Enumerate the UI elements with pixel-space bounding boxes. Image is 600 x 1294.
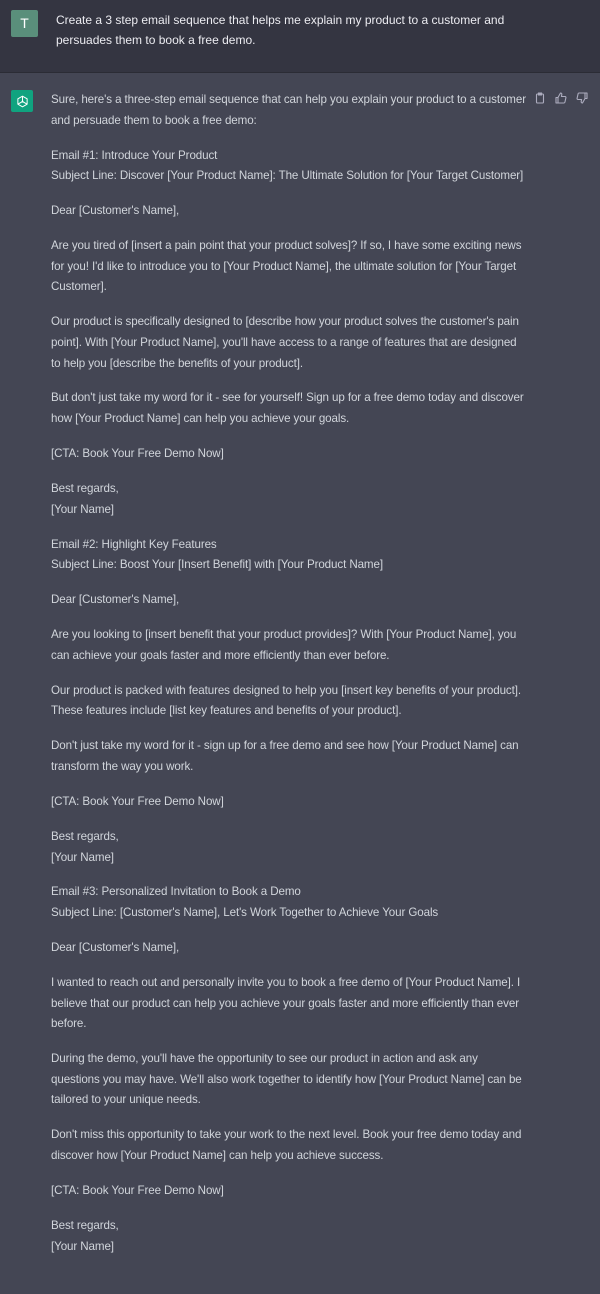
response-line: During the demo, you'll have the opportunity to see our product in action and ask any questions you may have. We'll also work together to identify how [Your Product Name] can be tailored to your unique needs. <box>51 1052 522 1107</box>
response-paragraph <box>51 1181 529 1202</box>
user-avatar: T <box>11 10 38 37</box>
response-paragraph <box>51 479 529 520</box>
response-paragraph <box>51 388 529 429</box>
response-line: Best regards, <box>51 1218 119 1232</box>
response-line: [Your Name] <box>51 502 114 516</box>
response-paragraph <box>51 882 529 923</box>
response-paragraph <box>51 236 529 298</box>
thumbs-up-icon[interactable] <box>555 91 567 103</box>
response-line: [CTA: Book Your Free Demo Now] <box>51 447 224 461</box>
response-paragraph <box>51 312 529 374</box>
response-line: Best regards, <box>51 829 119 843</box>
response-paragraph <box>51 201 529 222</box>
response-paragraph <box>51 444 529 465</box>
response-line: Are you tired of [insert a pain point that your product solves]? If so, I have some exciting news for you! I'd like to introduce you to [Your Product Name], the ultimate solution for [Your Target Customer]. <box>51 239 522 294</box>
response-line: Don't miss this opportunity to take your work to the next level. Book your free demo today and discover how [Your Product Name] can help you achieve success. <box>51 1128 522 1162</box>
response-paragraph <box>51 736 529 777</box>
message-actions <box>534 91 588 103</box>
response-paragraph <box>51 681 529 722</box>
response-paragraph <box>51 146 529 187</box>
response-line: Email #2: Highlight Key Features <box>51 537 217 551</box>
response-line: Our product is specifically designed to [describe how your product solves the customer's pain point]. With [Your Product Name], you'll have access to a range of features that are designed to help you [describe the benefits of your product]. <box>51 315 519 370</box>
response-line: Subject Line: Boost Your [Insert Benefit] with [Your Product Name] <box>51 558 383 572</box>
response-paragraph <box>51 1216 529 1257</box>
response-line: I wanted to reach out and personally invite you to book a free demo of [Your Product Name]. I believe that our product can help you achieve your goals faster and more efficiently than ever before. <box>51 976 521 1031</box>
assistant-avatar <box>11 90 33 112</box>
assistant-response <box>51 90 529 1272</box>
response-paragraph <box>51 590 529 611</box>
response-paragraph <box>51 1049 529 1111</box>
response-line: Don't just take my word for it - sign up for a free demo and see how [Your Product Name] can transform the way you work. <box>51 739 519 773</box>
response-paragraph <box>51 90 529 131</box>
response-line: Email #3: Personalized Invitation to Book a Demo <box>51 885 301 899</box>
copy-icon[interactable] <box>534 91 546 103</box>
openai-logo-icon <box>15 94 30 109</box>
assistant-message <box>0 73 600 1294</box>
response-line: Sure, here's a three-step email sequence that can help you explain your product to a customer and persuade them to book a free demo: <box>51 93 526 127</box>
response-line: Subject Line: Discover [Your Product Name]: The Ultimate Solution for [Your Target Customer] <box>51 169 524 183</box>
response-line: But don't just take my word for it - see for yourself! Sign up for a free demo today and discover how [Your Product Name] can help you achieve your goals. <box>51 391 524 426</box>
response-line: Best regards, <box>51 482 119 496</box>
response-line: Our product is packed with features designed to help you [insert key benefits of your product]. These features include [list key features and benefits of your product]. <box>51 683 521 718</box>
user-message <box>0 0 600 73</box>
response-paragraph <box>51 827 529 868</box>
thumbs-down-icon[interactable] <box>576 91 588 103</box>
response-paragraph <box>51 625 529 666</box>
response-line: Are you looking to [insert benefit that your product provides]? With [Your Product Name], you can achieve your goals faster and more efficiently than ever before. <box>51 628 517 662</box>
response-paragraph <box>51 973 529 1035</box>
response-line: Subject Line: [Customer's Name], Let's Work Together to Achieve Your Goals <box>51 906 439 920</box>
user-prompt-text: Create a 3 step email sequence that helps me explain my product to a customer and persuades them to book a free demo. <box>56 13 505 47</box>
response-line: [Your Name] <box>51 1239 114 1253</box>
response-line: Dear [Customer's Name], <box>51 204 180 218</box>
response-paragraph <box>51 1125 529 1166</box>
response-paragraph <box>51 535 529 576</box>
response-line: [CTA: Book Your Free Demo Now] <box>51 1183 224 1197</box>
response-line: Dear [Customer's Name], <box>51 593 180 607</box>
response-line: [Your Name] <box>51 850 114 864</box>
response-paragraph <box>51 792 529 813</box>
response-line: Dear [Customer's Name], <box>51 941 180 955</box>
response-paragraph <box>51 938 529 959</box>
response-line: [CTA: Book Your Free Demo Now] <box>51 794 224 808</box>
response-line: Email #1: Introduce Your Product <box>51 148 218 162</box>
